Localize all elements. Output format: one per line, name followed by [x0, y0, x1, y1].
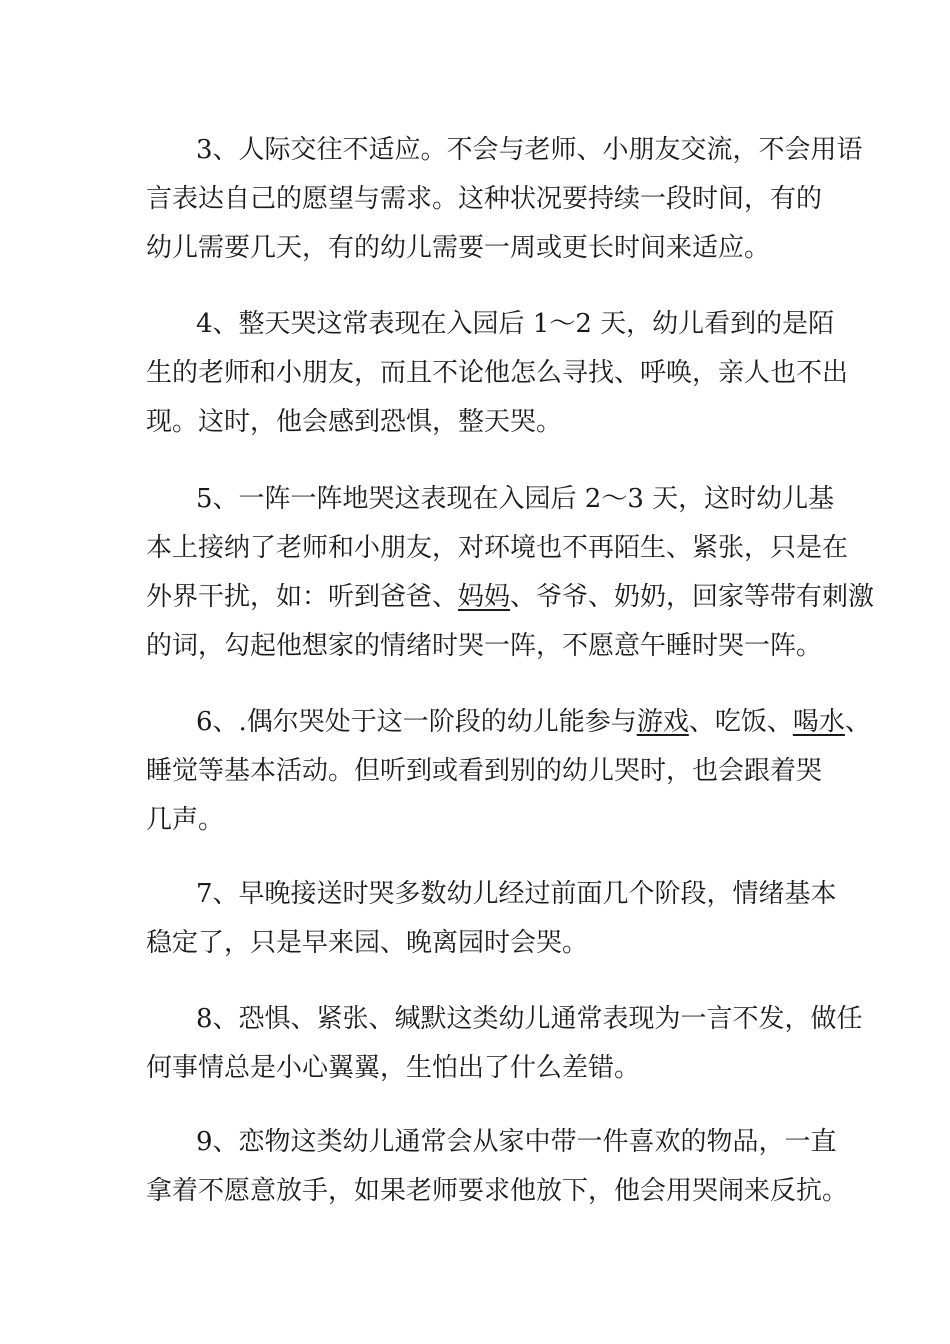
paragraph-7-line-2: 稳定了，只是早来园、晚离园时会哭。: [146, 928, 589, 958]
link-youxi[interactable]: 游戏: [636, 707, 689, 737]
paragraph-5-line-3-text-before: 外界干扰，如：听到爸爸、: [146, 582, 459, 612]
paragraph-6-line-3: 几声。: [146, 805, 225, 835]
paragraph-4-line-3: 现。这时，他会感到恐惧，整天哭。: [146, 407, 563, 437]
link-heshui[interactable]: 喝水: [792, 707, 845, 737]
paragraph-6-line-1: [196, 704, 871, 740]
paragraph-7-line-1: 7、早晚接送时哭多数幼儿经过前面几个阶段，情绪基本: [196, 879, 837, 909]
paragraph-6-line-1-text-middle: 、吃饭、: [688, 707, 793, 737]
paragraph-4-line-2: 生的老师和小朋友，而且不论他怎么寻找、呼唤，亲人也不出: [146, 358, 849, 388]
paragraph-5-line-3-text-after: 、爷爷、奶奶，回家等带有刺激: [510, 582, 875, 612]
paragraph-5-line-3: [146, 579, 874, 615]
paragraph-8-line-2: 何事情总是小心翼翼，生怕出了什么差错。: [146, 1053, 641, 1083]
link-mama[interactable]: 妈妈: [458, 582, 511, 612]
paragraph-5-line-4: 的词，勾起他想家的情绪时哭一阵，不愿意午睡时哭一阵。: [146, 631, 823, 661]
paragraph-6-line-1-text-after: 、: [844, 707, 871, 737]
paragraph-6-line-2: 睡觉等基本活动。但听到或看到别的幼儿哭时，也会跟着哭: [146, 756, 823, 786]
paragraph-3-line-3: 幼儿需要几天，有的幼儿需要一周或更长时间来适应。: [146, 233, 771, 263]
paragraph-9-line-2: 拿着不愿意放手，如果老师要求他放下，他会用哭闹来反抗。: [146, 1176, 849, 1206]
paragraph-9-line-1: 9、恋物这类幼儿通常会从家中带一件喜欢的物品，一直: [196, 1127, 837, 1157]
paragraph-5-line-1: 5、一阵一阵地哭这表现在入园后 2～3 天，这时幼儿基: [196, 484, 835, 514]
paragraph-8-line-1: 8、恐惧、紧张、缄默这类幼儿通常表现为一言不发，做任: [196, 1004, 863, 1034]
paragraph-6-line-1-text-before: 6、.偶尔哭处于这一阶段的幼儿能参与: [196, 707, 637, 737]
paragraph-5-line-2: 本上接纳了老师和小朋友，对环境也不再陌生、紧张，只是在: [146, 533, 849, 563]
paragraph-3-line-2: 言表达自己的愿望与需求。这种状况要持续一段时间，有的: [146, 184, 823, 214]
paragraph-3-line-1: 3、人际交往不适应。不会与老师、小朋友交流，不会用语: [196, 135, 863, 165]
paragraph-4-line-1: 4、整天哭这常表现在入园后 1～2 天，幼儿看到的是陌: [196, 309, 835, 339]
